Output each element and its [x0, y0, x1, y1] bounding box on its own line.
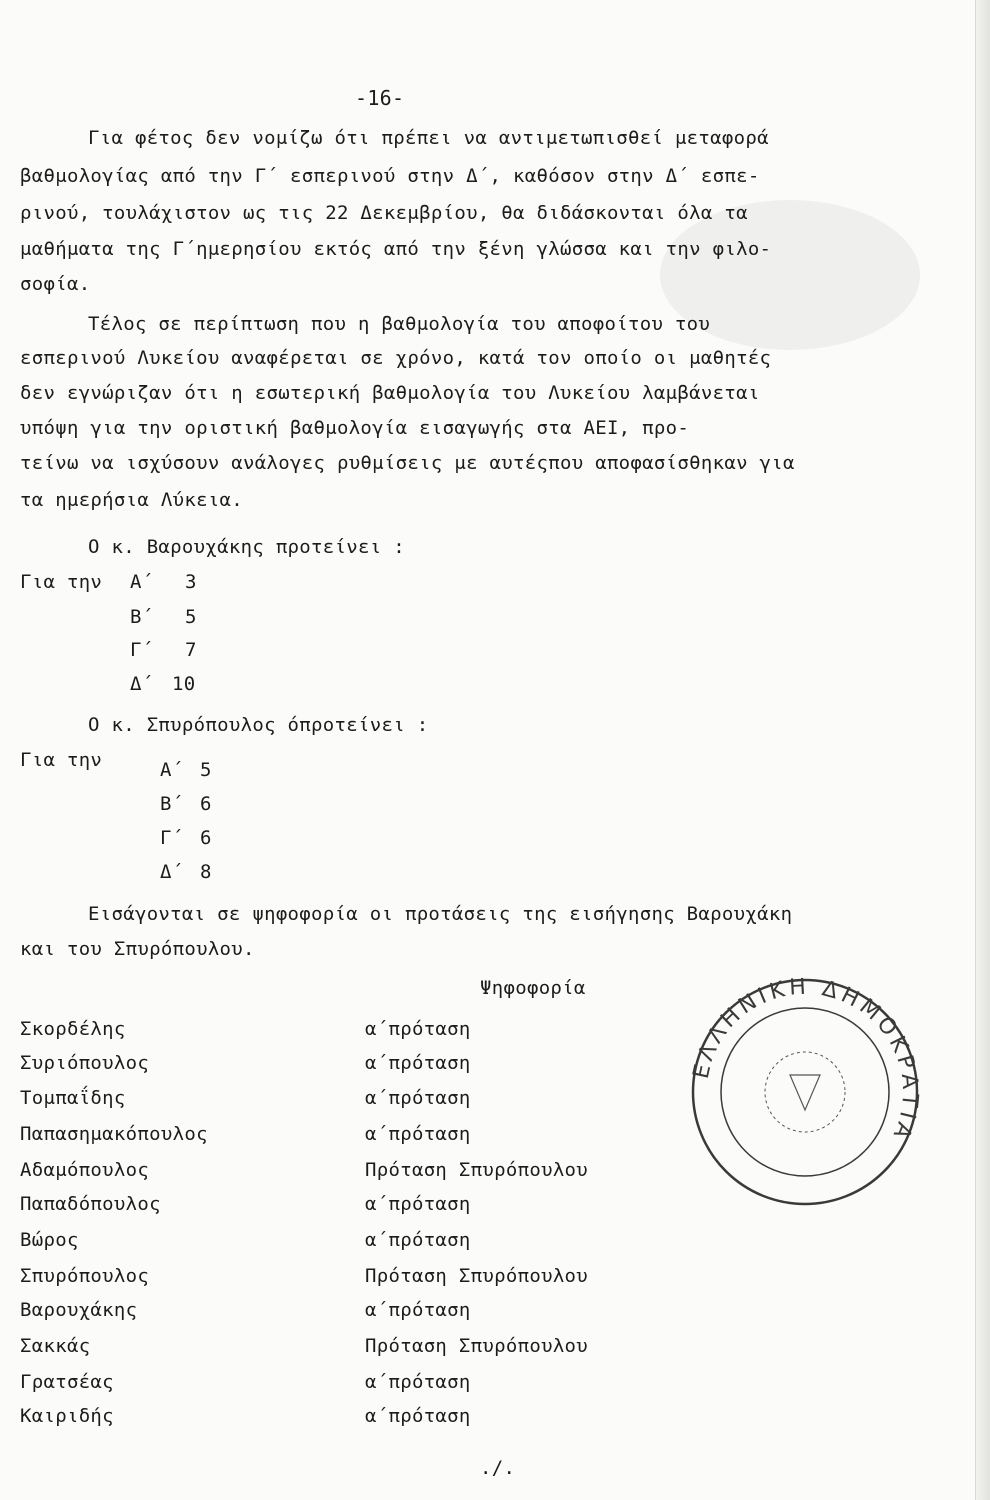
vote-choice: α΄πρόταση: [365, 1405, 471, 1427]
proposal-2-grade: Α΄: [160, 759, 184, 781]
vote-choice: α΄πρόταση: [365, 1229, 471, 1251]
vote-name: Βώρος: [20, 1229, 79, 1251]
vote-choice: α΄πρόταση: [365, 1018, 471, 1040]
paragraph-1-line-4: μαθήματα της Γ΄ημερησίου εκτός από την ξένη γλώσσα και την φιλο-: [20, 238, 772, 260]
voting-intro-line-1: Εισάγονται σε ψηφοφορία οι προτάσεις της εισήγησης Βαρουχάκη: [88, 903, 793, 925]
proposal-2-grade: Γ΄: [160, 827, 184, 849]
proposal-1-value: 10: [172, 673, 196, 695]
vote-name: Σπυρόπουλος: [20, 1265, 150, 1287]
vote-name: Τομπαΐδης: [20, 1087, 126, 1109]
proposal-1-value: 3: [185, 571, 197, 593]
vote-choice: α΄πρόταση: [365, 1052, 471, 1074]
proposal-1-value: 7: [185, 639, 197, 661]
proposal-2-value: 6: [200, 793, 212, 815]
page-number: -16-: [355, 86, 405, 110]
vote-choice: α΄πρόταση: [365, 1371, 471, 1393]
vote-choice: Πρόταση Σπυρόπουλου: [365, 1159, 589, 1181]
paragraph-1-line-2: βαθμολογίας από την Γ΄ εσπερινού στην Δ΄, καθόσον στην Δ΄ εσπε-: [20, 165, 760, 187]
vote-choice: α΄πρόταση: [365, 1087, 471, 1109]
paragraph-1-line-5: σοφία.: [20, 273, 91, 295]
paragraph-2-line-1: Τέλος σε περίπτωση που η βαθμολογία του αποφοίτου του: [88, 313, 711, 335]
vote-choice: α΄πρόταση: [365, 1299, 471, 1321]
official-stamp: [680, 975, 930, 1210]
proposal-1-lead: Για την: [20, 571, 103, 593]
proposal-1-grade: Α΄: [130, 571, 154, 593]
vote-choice: Πρόταση Σπυρόπουλου: [365, 1335, 589, 1357]
proposal-2-value: 5: [200, 759, 212, 781]
voting-intro-line-2: και του Σπυρόπουλου.: [20, 938, 255, 960]
voting-title: Ψηφοφορία: [480, 977, 586, 999]
paragraph-1-line-1: Για φέτος δεν νομίζω ότι πρέπει να αντιμετωπισθεί μεταφορά: [88, 127, 769, 149]
vote-choice: α΄πρόταση: [365, 1193, 471, 1215]
proposal-1-grade: Γ΄: [130, 639, 154, 661]
paragraph-2-line-6: τα ημερήσια Λύκεια.: [20, 489, 244, 511]
proposal-2-grade: Δ΄: [160, 861, 184, 883]
vote-name: Συριόπουλος: [20, 1052, 150, 1074]
proposal-1-intro: Ο κ. Βαρουχάκης προτείνει :: [88, 536, 405, 558]
svg-text:ΕΛΛΗΝΙΚΗ ΔΗΜΟΚΡΑΤΙΑ: [689, 975, 923, 1146]
proposal-2-value: 6: [200, 827, 212, 849]
vote-name: Γρατσέας: [20, 1371, 114, 1393]
vote-name: Σακκάς: [20, 1335, 91, 1357]
paragraph-1-line-3: ρινού, τουλάχιστον ως τις 22 Δεκεμβρίου, θα διδάσκονται όλα τα: [20, 202, 748, 224]
proposal-1-grade: Δ΄: [130, 673, 154, 695]
vote-name: Παπαδόπουλος: [20, 1193, 161, 1215]
proposal-2-lead: Για την: [20, 749, 103, 771]
paragraph-2-line-2: εσπερινού Λυκείου αναφέρεται σε χρόνο, κατά τον οποίο οι μαθητές: [20, 347, 772, 369]
paragraph-2-line-5: τείνω να ισχύσουν ανάλογες ρυθμίσεις με αυτέςπου αποφασίσθηκαν για: [20, 452, 795, 474]
paragraph-2-line-4: υπόψη για την οριστική βαθμολογία εισαγωγής στα ΑΕΙ, προ-: [20, 417, 690, 439]
page-edge: [975, 0, 990, 1500]
vote-name: Καιριδής: [20, 1405, 114, 1427]
vote-choice: α΄πρόταση: [365, 1123, 471, 1145]
paragraph-2-line-3: δεν εγνώριζαν ότι η εσωτερική βαθμολογία του Λυκείου λαμβάνεται: [20, 382, 760, 404]
vote-choice: Πρόταση Σπυρόπουλου: [365, 1265, 589, 1287]
proposal-2-grade: Β΄: [160, 793, 184, 815]
vote-name: Παπασημακόπουλος: [20, 1123, 208, 1145]
proposal-1-grade: Β΄: [130, 606, 154, 628]
proposal-1-value: 5: [185, 606, 197, 628]
vote-name: Βαρουχάκης: [20, 1299, 138, 1321]
proposal-2-intro: Ο κ. Σπυρόπουλος όπροτείνει :: [88, 714, 429, 736]
vote-name: Αδαμόπουλος: [20, 1159, 150, 1181]
proposal-2-value: 8: [200, 861, 212, 883]
stamp-text: ΕΛΛΗΝΙΚΗ ΔΗΜΟΚΡΑΤΙΑ: [688, 975, 923, 1146]
continuation-mark: ./.: [480, 1457, 516, 1479]
vote-name: Σκορδέλης: [20, 1018, 126, 1040]
